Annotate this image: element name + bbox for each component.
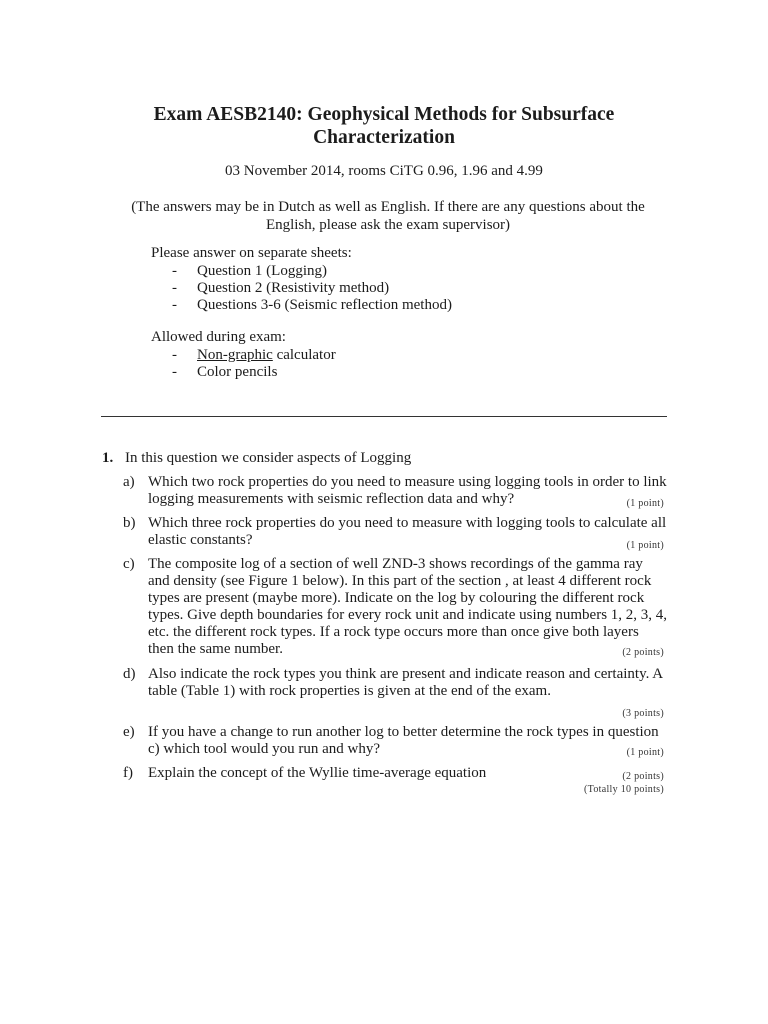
list-dash: - <box>172 263 177 279</box>
question-part-c <box>123 556 668 658</box>
points-label-c: (2 points) <box>622 647 664 658</box>
points-label-d: (3 points) <box>622 708 664 719</box>
sheets-heading: Please answer on separate sheets: <box>151 245 352 261</box>
part-text: Explain the concept of the Wyllie time-average equation <box>148 765 487 781</box>
allowed-instructions <box>151 329 336 381</box>
section-divider <box>101 416 667 417</box>
part-label: f) <box>123 765 133 781</box>
part-text: If you have a change to run another log to better determine the rock types in question c) which tool would you run and why? <box>148 724 659 757</box>
total-points-label: (Totally 10 points) <box>584 784 664 795</box>
sheets-list <box>151 263 452 314</box>
exam-date: 03 November 2014, rooms CiTG 0.96, 1.96 and 4.99 <box>225 163 543 179</box>
list-item: - Questions 3-6 (Seismic reflection method) <box>172 297 452 313</box>
language-note-line1: (The answers may be in Dutch as well as English. If there are any questions about the <box>131 199 645 215</box>
part-label: e) <box>123 724 135 740</box>
points-label-f: (2 points) <box>622 771 664 782</box>
language-note-line2: English, please ask the exam supervisor) <box>265 217 511 233</box>
part-label: c) <box>123 556 135 572</box>
allowed-heading: Allowed during exam: <box>151 329 286 345</box>
list-dash: - <box>172 297 177 313</box>
question-part-e <box>123 724 668 758</box>
allowed-list <box>151 347 336 381</box>
list-dash: - <box>172 364 177 380</box>
list-item: - Color pencils <box>172 364 278 380</box>
part-text: The composite log of a section of well ZND-3 shows recordings of the gamma ray and density (see Figure 1 below). In this part of the section , at least 4 different rock types are present (maybe more). Indicate on the log by colouring the different rock types. Give depth boundaries for every rock unit and indicate using numbers 1, 2, 3, 4, etc. the different rock types. If a rock type occurs more than once give both layers then the same number. <box>148 556 668 657</box>
exam-title <box>0 103 768 149</box>
part-text: Which two rock properties do you need to measure using logging tools in order to link logging measurements with seismic reflection data and why? <box>148 474 667 507</box>
list-item: - Question 2 (Resistivity method) <box>172 280 390 296</box>
question-part-d <box>123 666 668 700</box>
part-text: Which three rock properties do you need to measure with logging tools to calculate all elastic constants? <box>148 515 667 548</box>
question-part-f <box>123 765 668 782</box>
list-item: - Question 1 (Logging) <box>172 263 327 279</box>
part-label: a) <box>123 474 135 490</box>
list-dash: - <box>172 280 177 296</box>
part-label: b) <box>123 515 136 531</box>
sheets-instructions <box>151 245 452 314</box>
underlined-text: Non-graphic <box>197 347 273 363</box>
question-intro: In this question we consider aspects of Logging <box>125 450 412 466</box>
list-dash: - <box>172 347 177 363</box>
points-label-a: (1 point) <box>626 498 664 509</box>
language-note <box>110 198 666 234</box>
points-label-b: (1 point) <box>626 540 664 551</box>
question-part-b <box>123 515 668 549</box>
points-label-e: (1 point) <box>626 747 664 758</box>
part-label: d) <box>123 666 136 682</box>
question-part-a <box>123 474 668 508</box>
exam-title-line2: Characterization <box>313 127 455 148</box>
part-text: Also indicate the rock types you think are present and indicate reason and certainty. A table (Table 1) with rock properties is given at the end of the exam. <box>148 666 663 699</box>
question-number: 1. <box>102 450 114 466</box>
list-item: - Non-graphic calculator <box>172 347 336 363</box>
exam-title-line1: Exam AESB2140: Geophysical Methods for Subsurface <box>153 104 615 125</box>
